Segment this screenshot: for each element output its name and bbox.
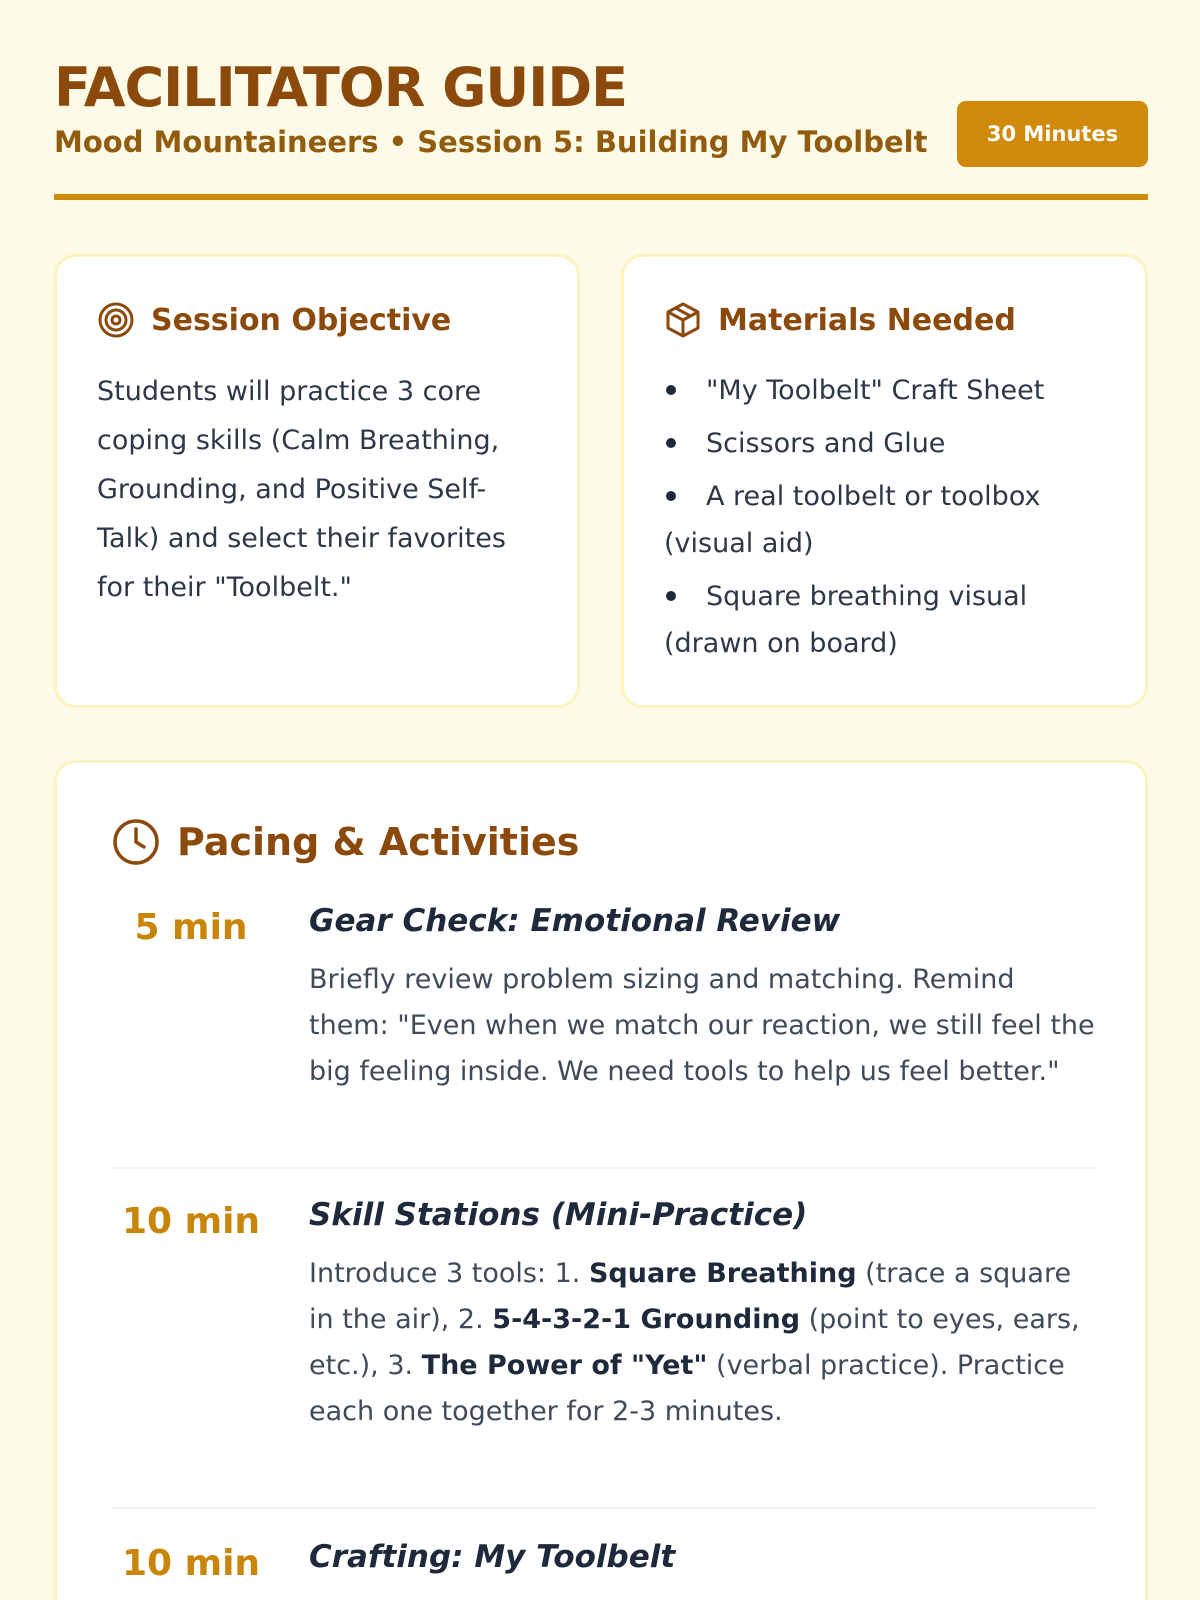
emphasized-text: 5-4-3-2-1 Grounding bbox=[492, 1304, 801, 1335]
materials-card bbox=[621, 254, 1148, 708]
description-text: Briefly review problem sizing and matching. Remind them: "Even when we match our reaction, we still feel the big feeling inside. We need tools to help us feel better." bbox=[309, 964, 1095, 1087]
emphasized-text: The Power of "Yet" bbox=[421, 1350, 708, 1381]
clock-icon bbox=[111, 817, 161, 867]
page-subtitle: Mood Mountaineers • Session 5: Building My Toolbelt bbox=[54, 125, 928, 159]
activity-time: 5 min bbox=[134, 907, 248, 948]
objective-card bbox=[54, 254, 580, 708]
list-item: "My Toolbelt" Craft Sheet bbox=[664, 367, 1084, 414]
description-text: (verbal practice). Practice each one together for 2-3 minutes. bbox=[309, 1350, 1065, 1427]
objective-heading bbox=[97, 301, 451, 339]
activity-description bbox=[309, 957, 1095, 1095]
list-item: A real toolbelt or toolbox (visual aid) bbox=[664, 481, 1041, 559]
package-icon bbox=[664, 301, 702, 339]
description-text: (point to eyes, ears, etc.), 3. bbox=[309, 1304, 1080, 1381]
activity-description bbox=[309, 1251, 1095, 1435]
page-header bbox=[54, 58, 1148, 160]
activity-time: 10 min bbox=[121, 1543, 261, 1584]
pacing-heading bbox=[111, 817, 579, 867]
bullet-icon bbox=[666, 438, 676, 448]
bullet-icon bbox=[666, 591, 676, 601]
row-divider bbox=[111, 1507, 1095, 1509]
materials-list bbox=[664, 367, 1084, 673]
duration-badge: 30 Minutes bbox=[957, 101, 1148, 167]
activity-title: Crafting: My Toolbelt bbox=[309, 1539, 676, 1575]
activity-time: 10 min bbox=[121, 1201, 261, 1242]
row-divider bbox=[111, 1167, 1095, 1169]
materials-heading bbox=[664, 301, 1016, 339]
description-text: Introduce 3 tools: 1. bbox=[309, 1258, 589, 1289]
target-icon bbox=[97, 301, 135, 339]
list-item: Scissors and Glue bbox=[664, 420, 1084, 467]
objective-heading-label: Session Objective bbox=[151, 302, 452, 338]
bullet-icon bbox=[666, 491, 676, 501]
bullet-icon bbox=[666, 385, 676, 395]
list-item: Square breathing visual (drawn on board) bbox=[664, 581, 1028, 659]
activity-title: Skill Stations (Mini-Practice) bbox=[309, 1197, 808, 1233]
pacing-card bbox=[54, 760, 1148, 1600]
page-title: FACILITATOR GUIDE bbox=[54, 56, 628, 119]
header-divider bbox=[54, 194, 1148, 200]
pacing-heading-label: Pacing & Activities bbox=[177, 820, 580, 864]
activity-title: Gear Check: Emotional Review bbox=[309, 903, 841, 939]
materials-heading-label: Materials Needed bbox=[718, 302, 1016, 338]
description-text: (trace a square in the air), 2. bbox=[309, 1258, 1072, 1335]
emphasized-text: Square Breathing bbox=[588, 1258, 857, 1289]
objective-text: Students will practice 3 core coping skills (Calm Breathing, Grounding, and Positive Self-Talk) and select their favorites for their "Toolbelt." bbox=[97, 376, 506, 603]
